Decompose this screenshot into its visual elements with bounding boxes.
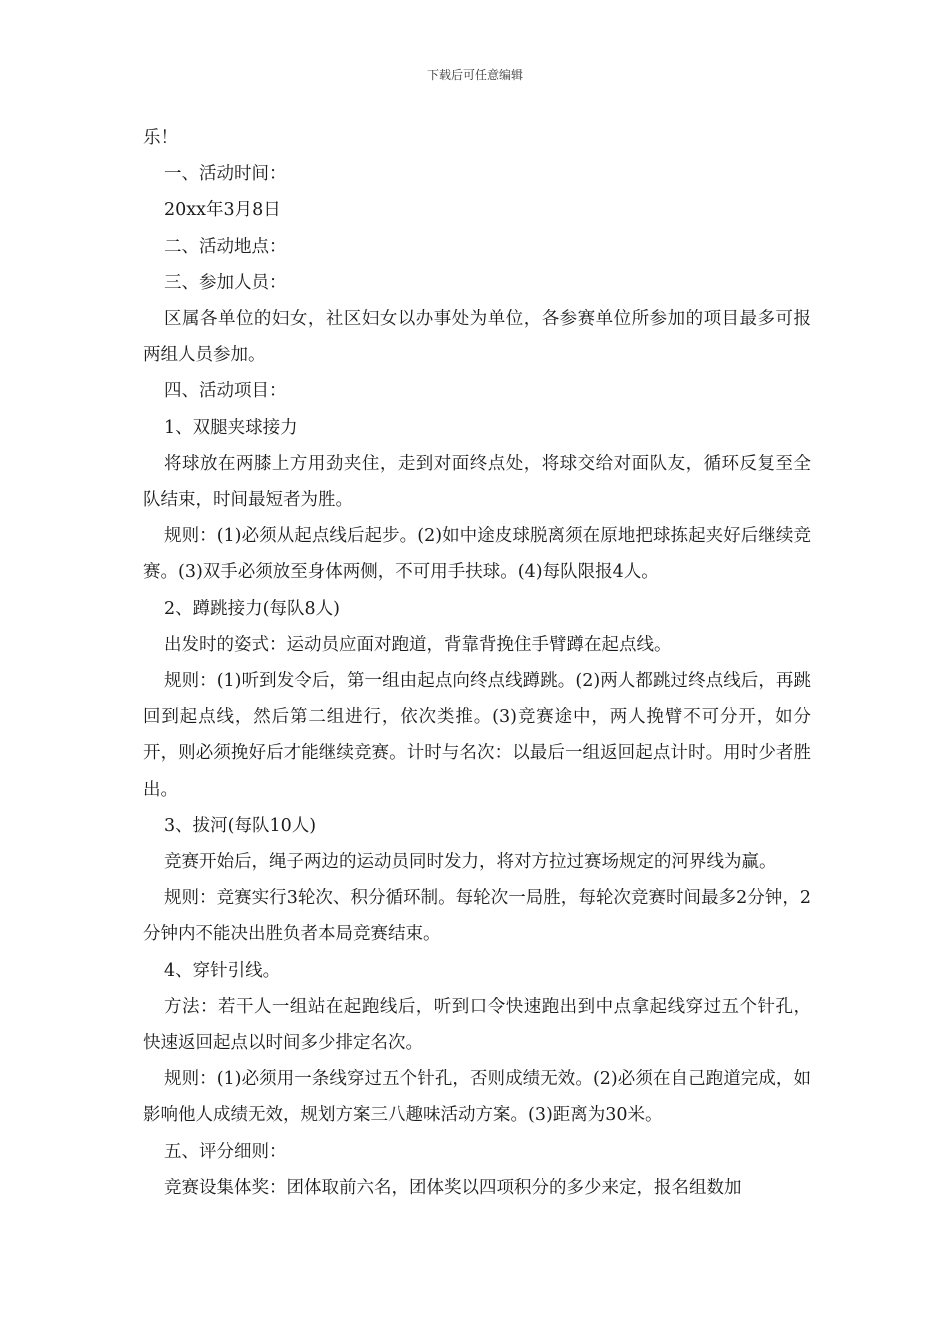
document-body [143, 120, 811, 1206]
paragraph-rules: 规则：(1)必须用一条线穿过五个针孔，否则成绩无效。(2)必须在自己跑道完成，如影响他人成绩无效，规划方案三八趣味活动方案。(3)距离为30米。 [143, 1069, 811, 1126]
paragraph: 区属各单位的妇女，社区妇女以办事处为单位，各参赛单位所参加的项目最多可报两组人员参加。 [143, 309, 811, 366]
section-heading-participants: 三、参加人员： [164, 272, 287, 293]
paragraph-rules: 规则：(1)听到发令后，第一组由起点向终点线蹲跳。(2)两人都跳过终点线后，再跳回到起点线，然后第二组进行，依次类推。(3)竞赛途中，两人挽臂不可分开，如分开，则必须挽好后才能继续竞赛。计时与名次：以最后一组返回起点计时。用时少者胜出。 [143, 671, 811, 800]
event-title: 3、拔河(每队10人) [164, 815, 317, 836]
section-heading-location: 二、活动地点： [164, 236, 287, 257]
paragraph-rules: 规则：(1)必须从起点线后起步。(2)如中途皮球脱离须在原地把球拣起夹好后继续竞赛。(3)双手必须放至身体两侧，不可用手扶球。(4)每队限报4人。 [143, 526, 811, 583]
paragraph-rules: 规则：竞赛实行3轮次、积分循环制。每轮次一局胜，每轮次竞赛时间最多2分钟，2分钟内不能决出胜负者本局竞赛结束。 [143, 888, 811, 945]
paragraph: 竞赛设集体奖：团体取前六名，团体奖以四项积分的多少来定，报名组数加 [164, 1177, 742, 1198]
section-heading-scoring: 五、评分细则： [164, 1141, 287, 1162]
paragraph-date: 20xx年3月8日 [164, 200, 281, 221]
paragraph: 将球放在两膝上方用劲夹住，走到对面终点处，将球交给对面队友，循环反复至全队结束，时间最短者为胜。 [143, 453, 811, 511]
paragraph: 竞赛开始后，绳子两边的运动员同时发力，将对方拉过赛场规定的河界线为赢。 [164, 852, 777, 873]
paragraph: 乐！ [143, 128, 178, 148]
paragraph: 出发时的姿式：运动员应面对跑道，背靠背挽住手臂蹲在起点线。 [164, 634, 672, 655]
paragraph-method: 方法：若干人一组站在起跑线后，听到口令快速跑出到中点拿起线穿过五个针孔，快速返回起点以时间多少排定名次。 [143, 996, 811, 1054]
section-heading-time: 一、活动时间： [164, 164, 287, 185]
event-title: 2、蹲跳接力(每队8人) [164, 598, 340, 619]
event-title: 4、穿针引线。 [164, 960, 281, 981]
event-title: 1、双腿夹球接力 [164, 417, 298, 438]
page-header-watermark: 下载后可任意编辑 [426, 68, 523, 82]
section-heading-events: 四、活动项目： [164, 381, 287, 402]
